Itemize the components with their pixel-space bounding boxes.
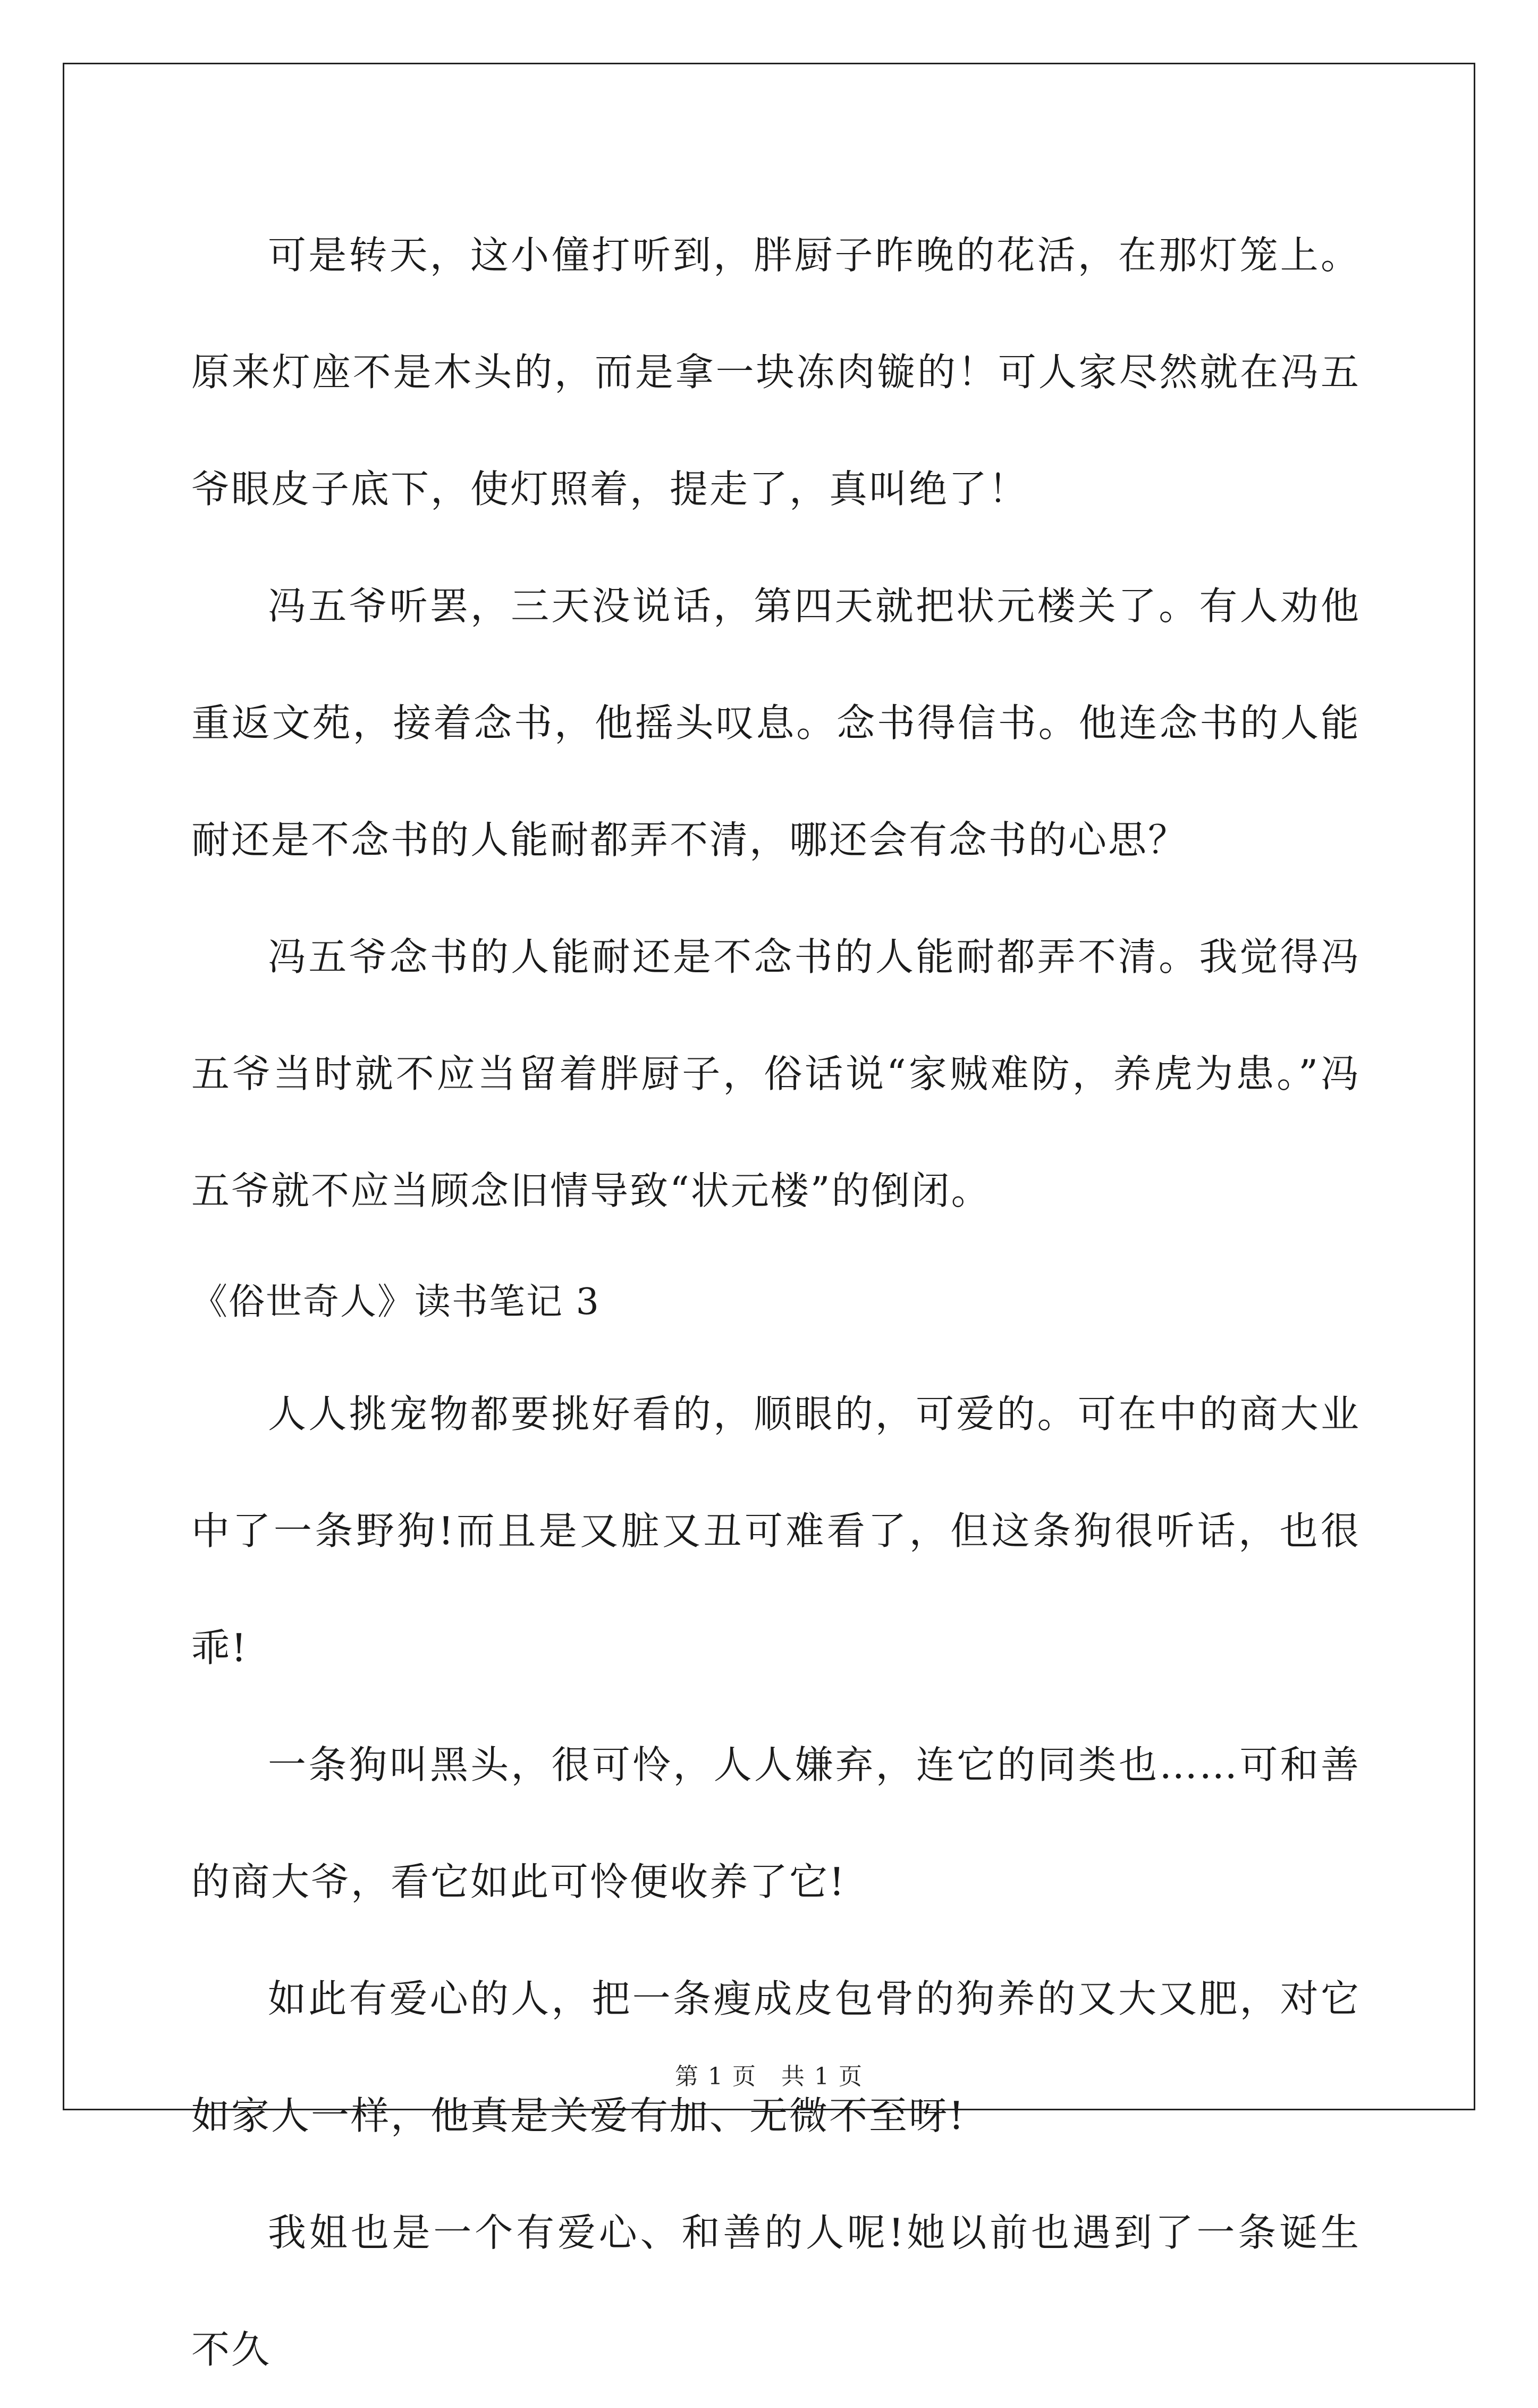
paragraph: 一条狗叫黑头，很可怜，人人嫌弃，连它的同类也……可和善的商大爷，看它如此可怜便收养了它!: [191, 1742, 1360, 1904]
paragraph: 我姐也是一个有爱心、和善的人呢!她以前也遇到了一条诞生不久: [191, 2210, 1360, 2372]
section-title: 《俗世奇人》读书笔记 3: [191, 1281, 600, 1323]
page-number: 第 1 页 共 1 页: [675, 2063, 863, 2090]
paragraph: 可是转天，这小僮打听到，胖厨子昨晚的花活，在那灯笼上。原来灯座不是木头的，而是拿一块冻肉镟的！可人家尽然就在冯五爷眼皮子底下，使灯照着，提走了，真叫绝了！: [191, 233, 1360, 511]
paragraph: 如此有爱心的人，把一条瘦成皮包骨的狗养的又大又肥，对它如家人一样，他真是关爱有加、无微不至呀!: [191, 1976, 1360, 2138]
paragraph: 人人挑宠物都要挑好看的，顺眼的，可爱的。可在中的商大业中了一条野狗!而且是又脏又丑可难看了，但这条狗很听话，也很乖!: [191, 1392, 1360, 1670]
paragraph: 冯五爷念书的人能耐还是不念书的人能耐都弄不清。我觉得冯五爷当时就不应当留着胖厨子，俗话说“家贼难防，养虎为患。”冯五爷就不应当顾念旧情导致“状元楼”的倒闭。: [191, 934, 1360, 1213]
paragraph: 冯五爷听罢，三天没说话，第四天就把状元楼关了。有人劝他重返文苑，接着念书，他摇头叹息。念书得信书。他连念书的人能耐还是不念书的人能耐都弄不清，哪还会有念书的心思？: [191, 584, 1360, 862]
